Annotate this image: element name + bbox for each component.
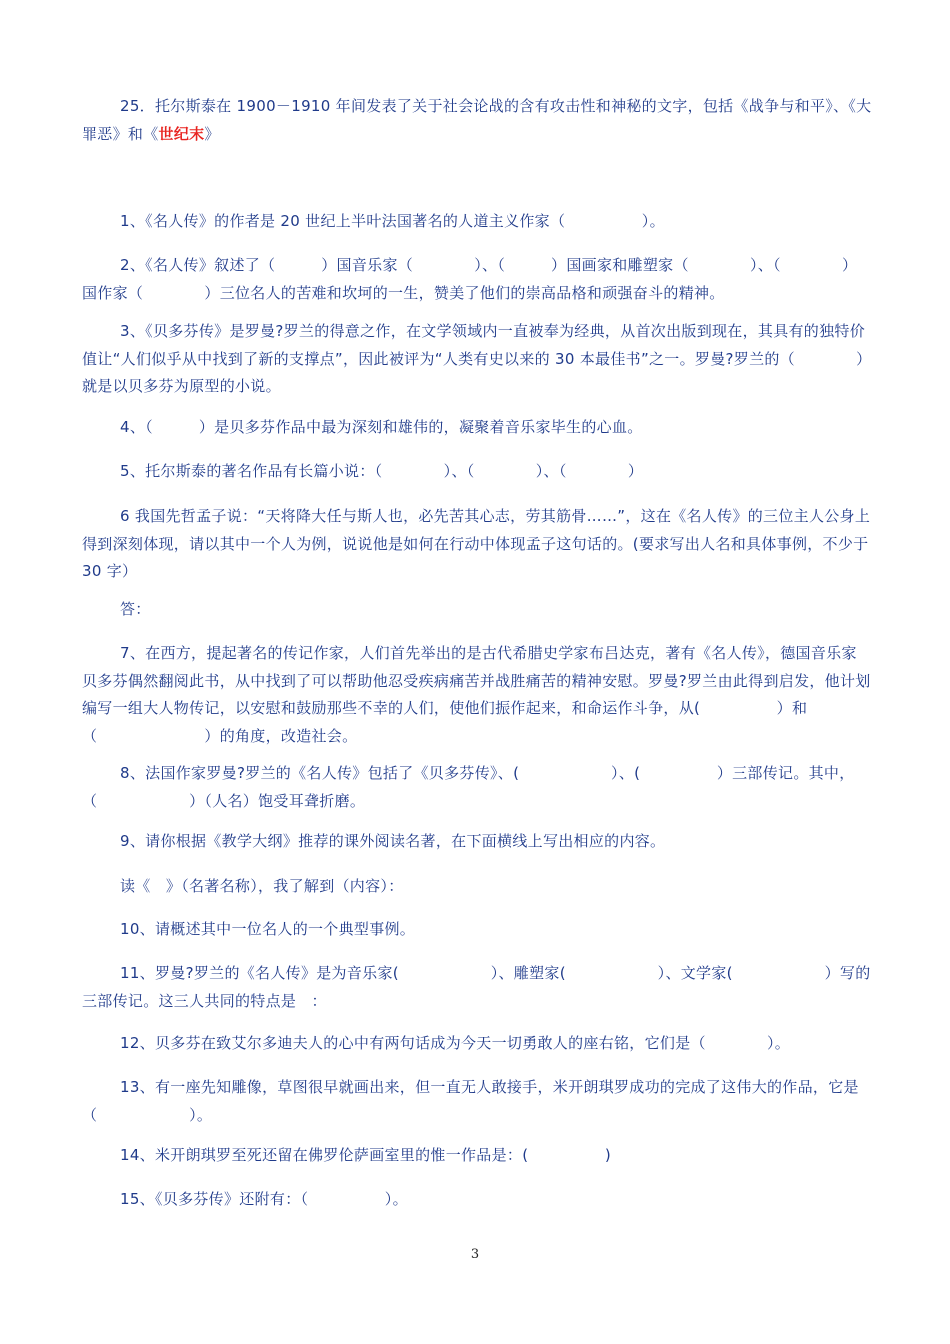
answer-label: 答： [120, 600, 151, 618]
question-25-suffix: 》 [204, 124, 220, 143]
question-5: 5、托尔斯泰的著名作品有长篇小说：（ ）、（ ）、（ ） [120, 462, 644, 480]
question-4: 4、（ ）是贝多芬作品中最为深刻和雄伟的，凝聚着音乐家毕生的心血。 [120, 418, 643, 436]
page-number: 3 [470, 1247, 480, 1262]
reading-prompt: 读《 》（名著名称），我了解到（内容）： [120, 877, 404, 895]
question-13: 13、有一座先知雕像，草图很早就画出来，但一直无人敢接手，米开朗琪罗成功的完成了这伟大的作品，它是（ ）。 [82, 1078, 859, 1124]
question-3: 3、《贝多芬传》是罗曼?罗兰的得意之作，在文学领域内一直被奉为经典，从首次出版到现在，其具有的独特价值让“人们似乎从中找到了新的支撑点”，因此被评为“人类有史以来的 30 本最佳书”之一。罗曼?罗兰的（ ）就是以贝多芬为原型的小说。 [82, 322, 872, 395]
question-7: 7、在西方，提起著名的传记作家，人们首先举出的是古代希腊史学家布吕达克，著有《名人传》，德国音乐家贝多芬偶然翻阅此书，从中找到了可以帮助他忍受疾病痛苦并战胜痛苦的精神安慰。罗曼?罗兰由此得到启发，他计划编写一组大人物传记，以安慰和鼓励那些不幸的人们，使他们振作起来，和命运作斗争，从( ）和（ ）的角度，改造社会。 [82, 644, 871, 745]
question-11: 11、罗曼?罗兰的《名人传》是为音乐家( ）、雕塑家( ）、文学家( ）写的三部传记。这三人共同的特点是 ： [82, 964, 871, 1010]
question-25-text: 25．托尔斯泰在 1900－1910 年间发表了关于社会论战的含有攻击性和神秘的文字，包括《战争与和平》、《大罪恶》和《 [82, 97, 872, 143]
question-8: 8、法国作家罗曼?罗兰的《名人传》包括了《贝多芬传》、( ）、( ）三部传记。其中，（ ）（人名）饱受耳聋折磨。 [82, 764, 855, 810]
question-6: 6 我国先哲孟子说：“天将降大任与斯人也，必先苦其心志，劳其筋骨……”，这在《名人传》的三位主人公身上得到深刻体现，请以其中一个人为例，说说他是如何在行动中体现孟子这句话的。(要求写出人名和具体事例，不少于 30 字） [82, 507, 871, 580]
question-10: 10、请概述其中一位名人的一个典型事例。 [120, 920, 416, 938]
question-1: 1、《名人传》的作者是 20 世纪上半叶法国著名的人道主义作家（ ）。 [120, 212, 665, 230]
question-12: 12、贝多芬在致艾尔多迪夫人的心中有两句话成为今天一切勇敢人的座右铭，它们是（ ）。 [120, 1034, 791, 1052]
question-9: 9、请你根据《教学大纲》推荐的课外阅读名著，在下面横线上写出相应的内容。 [120, 832, 666, 850]
question-15: 15、《贝多芬传》还附有：（ ）。 [120, 1190, 408, 1208]
question-14: 14、米开朗琪罗至死还留在佛罗伦萨画室里的惟一作品是：( ) [120, 1146, 611, 1164]
question-25-highlight: 世纪末 [158, 124, 205, 143]
question-25 [82, 93, 872, 148]
question-2: 2、《名人传》叙述了（ ）国音乐家（ ）、（ ）国画家和雕塑家（ ）、（ ）国作家（ ）三位名人的苦难和坎坷的一生，赞美了他们的崇高品格和顽强奋斗的精神。 [82, 256, 858, 302]
